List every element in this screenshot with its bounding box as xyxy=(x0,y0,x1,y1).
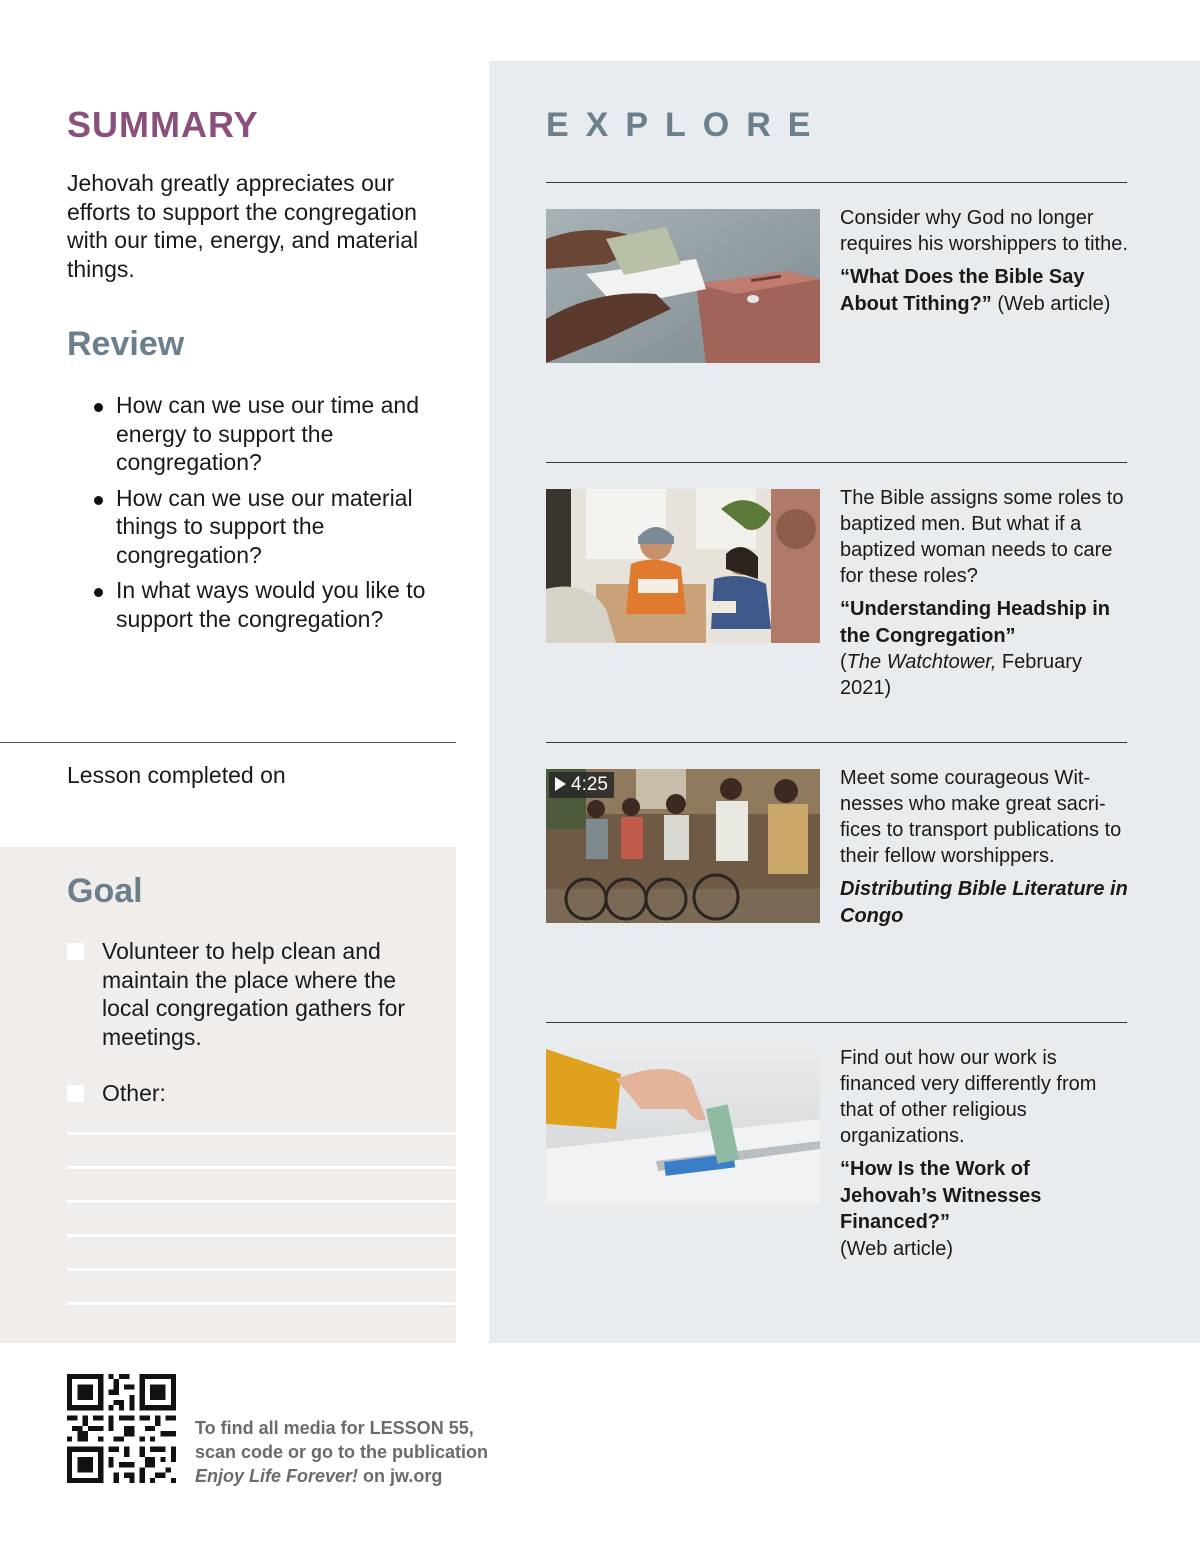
summary-heading: SUMMARY xyxy=(67,104,259,145)
footer-line xyxy=(195,1464,488,1488)
video-duration-badge xyxy=(549,772,614,798)
explore-source: (Web article) xyxy=(991,292,1111,315)
writing-line[interactable] xyxy=(67,1166,456,1169)
explore-link-block xyxy=(840,264,1130,317)
review-questions xyxy=(92,391,442,640)
headship-thumbnail[interactable] xyxy=(546,489,820,643)
writing-line[interactable] xyxy=(67,1132,456,1135)
explore-link[interactable]: “Understanding Headship in the Congregation” xyxy=(840,598,1111,647)
goal-checkbox[interactable] xyxy=(67,943,84,960)
explore-link[interactable]: “What Does the Bible Say About Tithing?” xyxy=(840,266,1085,315)
divider xyxy=(546,462,1127,463)
review-heading: Review xyxy=(67,325,185,363)
qr-code[interactable] xyxy=(67,1374,176,1483)
writing-line[interactable] xyxy=(67,1302,456,1305)
goal-heading: Goal xyxy=(67,872,143,910)
summary-text: Jehovah greatly appreciates our efforts to support the congregation with our time, energy, and material things. xyxy=(67,170,419,282)
explore-link[interactable]: Distributing Bible Literature in Congo xyxy=(840,878,1128,927)
donation-box-thumbnail[interactable] xyxy=(546,1049,820,1203)
explore-item xyxy=(840,485,1130,701)
explore-source: (The Watchtower, February 2021) xyxy=(840,651,1082,699)
divider xyxy=(546,182,1127,183)
goal-item-other[interactable] xyxy=(67,1079,437,1108)
review-question: How can we use our material things to support the congregation? xyxy=(92,484,442,570)
explore-source: (Web article) xyxy=(840,1237,953,1260)
explore-link[interactable]: “How Is the Work of Jehovah’s Witnesses Financed?” xyxy=(840,1158,1042,1233)
footer-suffix: on jw.org xyxy=(358,1466,443,1486)
divider xyxy=(0,742,456,743)
footer-line: scan code or go to the publication xyxy=(195,1442,489,1462)
goal-item-text: Other: xyxy=(102,1080,166,1106)
explore-heading: EXPLORE xyxy=(546,106,828,144)
divider xyxy=(546,742,1127,743)
footer-note xyxy=(195,1416,488,1488)
explore-description: The Bible assigns some roles to baptized men. But what if a baptized woman needs to care for these roles? xyxy=(840,487,1124,587)
explore-description: Find out how our work is financed very differently from that of other religious organizations. xyxy=(840,1047,1097,1147)
explore-description: Meet some courageous Witnesses who make great sacrifices to transport publications to their fellow worshippers. xyxy=(840,767,1122,867)
goal-checkbox[interactable] xyxy=(67,1085,84,1102)
review-question: In what ways would you like to support the congregation? xyxy=(92,576,442,633)
writing-line[interactable] xyxy=(67,1200,456,1203)
explore-item xyxy=(840,1045,1130,1262)
explore-item xyxy=(840,765,1130,929)
lesson-completed-label: Lesson completed on xyxy=(67,762,286,788)
goal-item-text: Volunteer to help clean and maintain the place where the local congregation gathers for meetings. xyxy=(102,938,406,1050)
footer-line: To find all media for LESSON 55, xyxy=(195,1418,474,1438)
play-icon xyxy=(555,777,566,791)
congo-video-thumbnail[interactable] xyxy=(546,769,820,923)
writing-line[interactable] xyxy=(67,1268,456,1271)
explore-item xyxy=(840,205,1130,317)
writing-line[interactable] xyxy=(67,1234,456,1237)
publication-title[interactable]: Enjoy Life Forever! xyxy=(195,1466,359,1486)
divider xyxy=(546,1022,1127,1023)
video-duration: 4:25 xyxy=(571,774,608,795)
source-publication: The Watchtower, xyxy=(846,651,997,673)
source-date: February 2021) xyxy=(840,651,1082,699)
goal-item[interactable] xyxy=(67,937,437,1051)
explore-description: Consider why God no longer requires his worshippers to tithe. xyxy=(840,207,1128,255)
review-question: How can we use our time and energy to support the congregation? xyxy=(92,391,442,477)
tithing-thumbnail[interactable] xyxy=(546,209,820,363)
